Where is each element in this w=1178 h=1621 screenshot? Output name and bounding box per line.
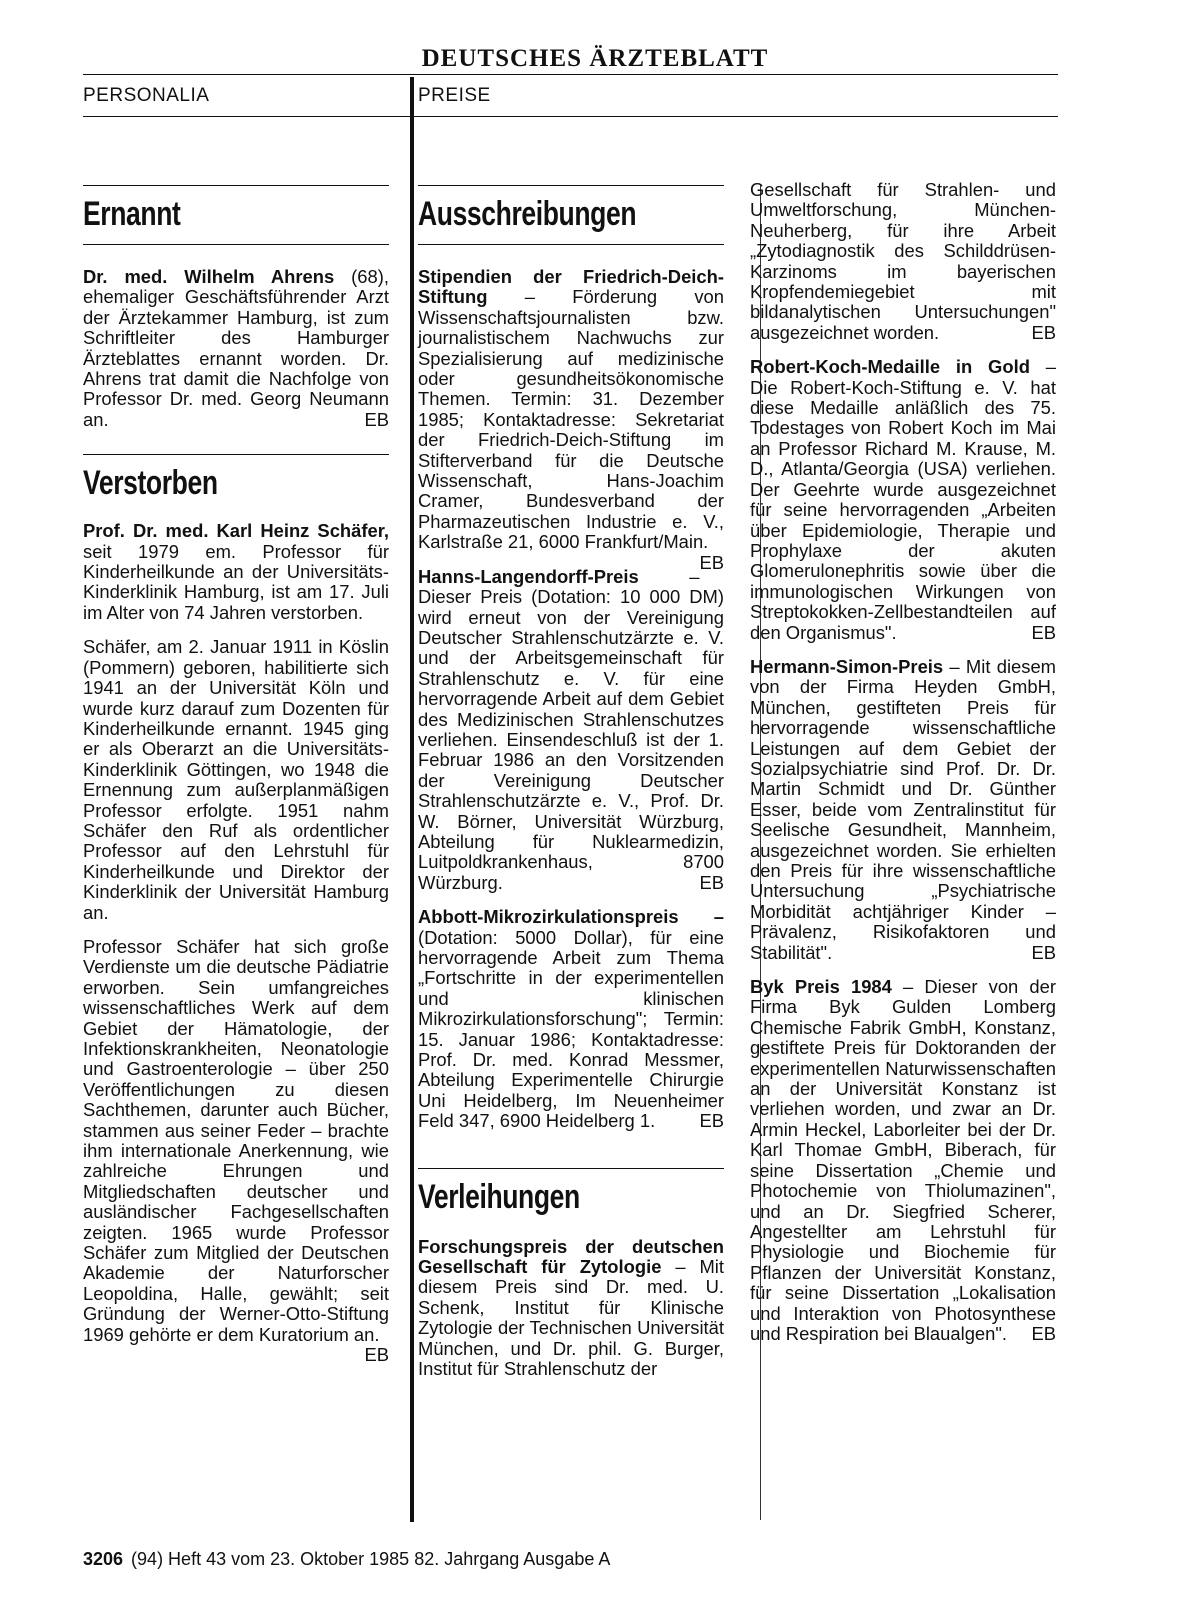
section-label-rule (83, 116, 1058, 117)
column-personalia (83, 185, 389, 1366)
column-divider-thick (410, 77, 414, 1522)
prize-name: Hanns-Langendorff-Preis (418, 565, 639, 587)
article-text: – Dieser von der Firma Byk Gulden Lomberg Chemische Fabrik GmbH, Konstanz, gestiftete Preis für Doktoranden der experimentellen Naturwissenschaften an der Universität Konstanz ist verliehen worden, und zwar an Dr. Armin Heckel, Laborleiter bei der Dr. Karl Thomae GmbH, Biberach, für seine Dissertation „Chemie und Photochemie von Thiolumazinen", und an Dr. Siegfried Scherer, Angestellter am Lehrstuhl für Physiologie und Biochemie für Pflanzen der Universität Konstanz, für seine Dissertation „Lokalisation und Interaktion von Photosynthese und Respiration bei Blaualgen". (750, 976, 1056, 1344)
author-tag: EB (1031, 321, 1056, 343)
masthead-rule (83, 74, 1058, 75)
person-name: Prof. Dr. med. Karl Heinz Schäfer, (83, 520, 389, 542)
column-preise-1 (418, 185, 724, 1394)
article-text: Professor Schäfer hat sich große Verdienste um die deutsche Pädiatrie erworben. Sein umfangreiches wissenschaftliches Werk auf dem Gebiet der Hämatologie, der Infektionskrankheiten, Neonatologie und Gastroenterologie – über 250 Veröffentlichungen zu diesen Sachthemen, darunter auch Bücher, stammen aus seiner Feder – brachte ihm internationale Anerkennung, wie zahlreiche Ehrungen und Mitgliedschaften deutscher und ausländischer Fachgesellschaften zeigten. 1965 wurde Professor Schäfer zum Mitglied der Deutschen Akademie der Naturforscher Leopoldina, Halle, gewählt; seit Gründung der Werner-Otto-Stiftung 1969 gehörte er dem Kuratorium an. (83, 935, 389, 1345)
prize-name: Hermann-Simon-Preis (750, 655, 944, 677)
article-text: – Mit diesem von der Firma Heyden GmbH, München, gestifteten Preis für hervorragende wissenschaftliche Leistungen auf dem Gebiet der Sozialpsychiatrie sind Prof. Dr. Dr. Martin Schmidt und Dr. Günther Esser, beide vom Zentralinstitut für Seelische Gesundheit, Mannheim, ausgezeichnet worden. Sie erhielten den Preis für ihre wissenschaftliche Untersuchung „Psychiatrische Morbidität achtjähriger Kinder – Prävalenz, Risikofaktoren und Stabilität". (750, 655, 1056, 963)
article-langendorff (418, 567, 724, 894)
heading-verleihungen: Verleihungen (418, 1177, 580, 1216)
issue-info: (94) Heft 43 vom 23. Oktober 1985 82. Jahrgang Ausgabe A (131, 1549, 611, 1569)
column-preise-2 (750, 180, 1056, 1358)
article-text: (Dotation: 5000 Dollar), für eine hervorragende Arbeit zum Thema „Fortschritte in der experimentellen und klinischen Mikrozirkulationsforschung"; Termin: 15. Januar 1986; Kontaktadresse: Prof. Dr. med. Konrad Messmer, Abteilung Experimentelle Chirurgie Uni Heidelberg, Im Neuenheimer Feld 347, 6900 Heidelberg 1. (418, 926, 724, 1132)
page-number: 3206 (83, 1549, 124, 1569)
article-text: Gesellschaft für Strahlen- und Umweltforschung, München-Neuherberg, für ihre Arbeit „Zytodiagnostik des Schilddrüsen-Karzinoms im bayerischen Kropfendemiegebiet mit bildanalytischen Untersuchungen" ausgezeichnet worden. (750, 179, 1056, 343)
article-abbott (418, 907, 724, 1131)
section-label-personalia: PERSONALIA (83, 85, 210, 106)
article-text: – Mit diesem Preis sind Dr. med. U. Schenk, Institut für Klinische Zytologie der Technischen Universität München, und Dr. phil. G. Burger, Institut für Strahlenschutz der (418, 1256, 724, 1380)
article-friedrich-deich (418, 266, 724, 573)
heading-ausschreibungen: Ausschreibungen (418, 195, 637, 233)
article-hermann-simon (750, 657, 1056, 963)
person-name: Dr. med. Wilhelm Ahrens (83, 266, 335, 287)
author-tag: EB (1031, 621, 1056, 643)
article-schaefer (83, 521, 389, 623)
author-tag: EB (1031, 1322, 1056, 1344)
masthead: DEUTSCHES ÄRZTEBLATT (421, 45, 769, 72)
article-ahrens (83, 267, 389, 430)
page-footer (83, 1548, 610, 1570)
author-tag: EB (364, 408, 389, 430)
article-schaefer-work (83, 935, 389, 1366)
prize-name: Robert-Koch-Medaille in Gold (750, 356, 1030, 378)
author-tag: EB (699, 551, 724, 573)
article-zytologie (418, 1237, 724, 1380)
author-tag: EB (364, 1344, 389, 1366)
section-label-preise: PREISE (418, 85, 491, 106)
heading-ernannt: Ernannt (83, 195, 181, 233)
article-text: – Förderung von Wissenschaftsjournalisten bzw. journalistischem Nachwuchs zur Spezialisierung auf medizinische oder gesundheitsökonomische Themen. Termin: 31. Dezember 1985; Kontaktadresse: Sekretariat der Friedrich-Deich-Stiftung im Stifterverband für die Deutsche Wissenschaft, Hans-Joachim Cramer, Bundesverband der Pharmazeutischen Industrie e. V., Karlstraße 21, 6000 Frankfurt/Main. (418, 286, 724, 553)
article-schaefer-bio: Schäfer, am 2. Januar 1911 in Köslin (Pommern) geboren, habilitierte sich 1941 an der Universität Köln und wurde kurz darauf zum Dozenten für Kinderheilkunde ernannt. 1945 ging er als Oberarzt an die Universitäts-Kinderklinik Göttingen, wo 1948 die Ernennung zum außerplanmäßigen Professor erfolgte. 1951 nahm Schäfer den Ruf als ordentlicher Professor auf den Lehrstuhl für Kinderheilkunde und Direktor der Kinderklinik der Universität Hamburg an. (83, 636, 389, 923)
heading-verstorben: Verstorben (83, 464, 218, 503)
author-tag: EB (1031, 941, 1056, 963)
author-tag: EB (699, 1110, 724, 1132)
prize-name: Byk Preis 1984 (750, 976, 892, 998)
article-robert-koch (750, 357, 1056, 643)
prize-name: Stipendien der Friedrich-Deich-Stiftung (418, 266, 724, 308)
article-text: (68), ehemaliger Geschäftsführender Arzt der Ärztekammer Hamburg, ist zum Schriftleiter des Hamburger Ärzteblattes ernannt worden. Dr. Ahrens trat damit die Nachfolge von Professor Dr. med. Georg Neumann an. (83, 266, 389, 430)
author-tag: EB (699, 871, 724, 893)
article-text: – Dieser Preis (Dotation: 10 000 DM) wird erneut von der Vereinigung Deutscher Strahlenschutzärzte e. V. und der Arbeitsgemeinschaft für Strahlenschutz e. V. für eine hervorragende Arbeit auf dem Gebiet des Medizinischen Strahlenschutzes verliehen. Einsendeschluß ist der 1. Februar 1986 an den Vorsitzenden der Vereinigung Deutscher Strahlenschutzärzte e. V., Prof. Dr. W. Börner, Universität Würzburg, Abteilung für Nuklearmedizin, Luitpoldkrankenhaus, 8700 Würzburg. (418, 565, 724, 893)
article-text: seit 1979 em. Professor für Kinderheilkunde an der Universitäts-Kinderklinik Hamburg, ist am 17. Juli im Alter von 74 Jahren verstorben. (83, 540, 389, 623)
article-text: – Die Robert-Koch-Stiftung e. V. hat diese Medaille anläßlich des 75. Todestages von Robert Koch im Mai an Professor Richard M. Krause, M. D., Atlanta/Georgia (USA) verliehen. Der Geehrte wurde ausgezeichnet für seine hervorragenden „Arbeiten über Epidemiologie, Therapie und Prophylaxe der akuten Glomerulonephritis sowie über die immunologischen Wirkungen von Streptokokken-Zellbestandteilen auf den Organismus". (750, 356, 1056, 643)
prize-name: Forschungspreis der deutschen Gesellschaft für Zytologie (418, 1235, 724, 1278)
article-byk (750, 977, 1056, 1344)
prize-name: Abbott-Mikrozirkulationspreis – (418, 906, 724, 928)
article-zytologie-cont (750, 180, 1056, 343)
